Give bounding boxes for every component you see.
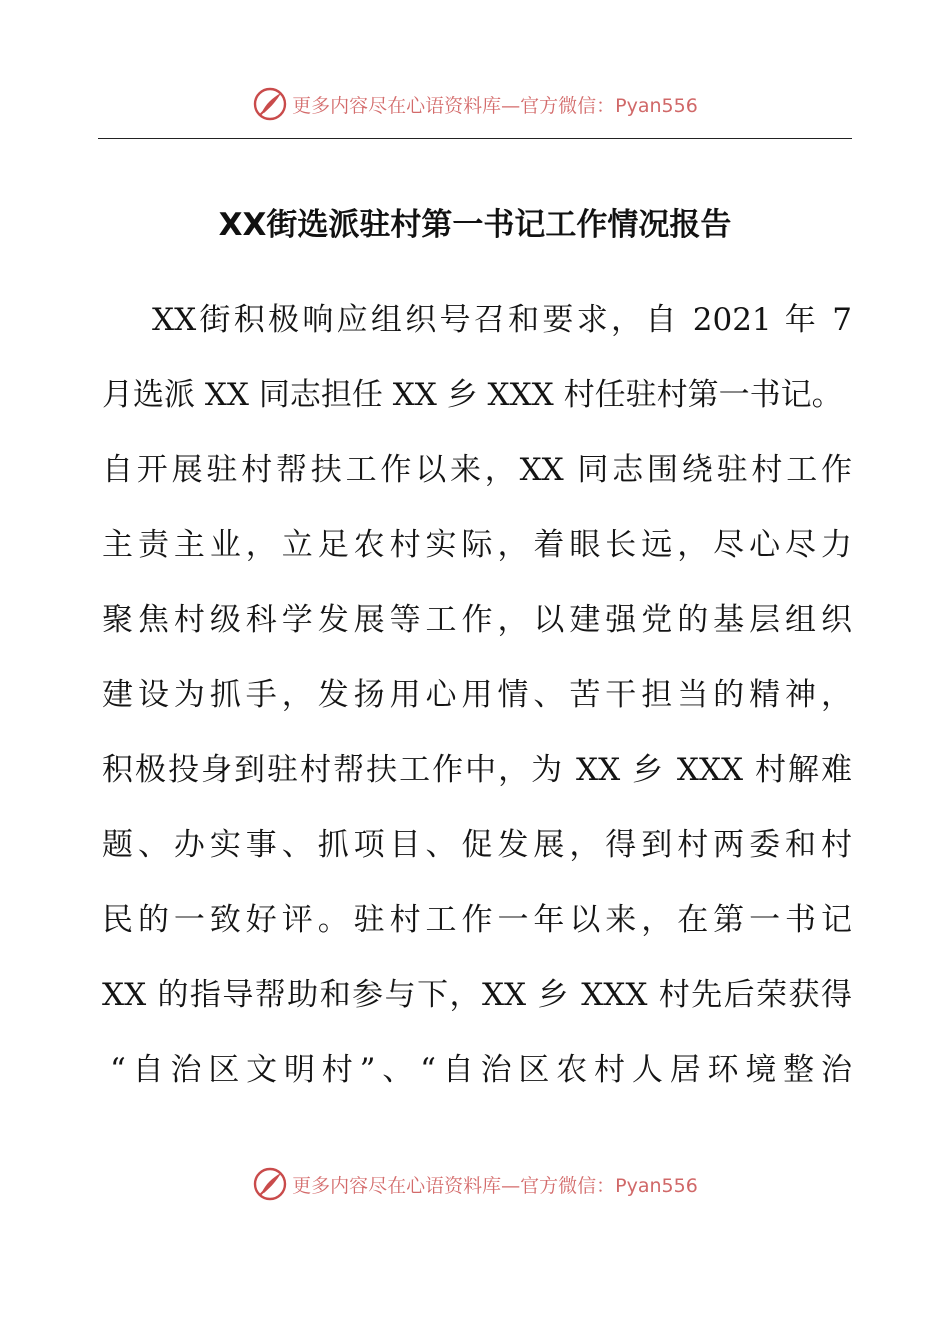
watermark-handle: Pyan556 [615, 94, 698, 117]
body-line: XX 的指导帮助和参与下，XX 乡 XXX 村先后荣获得 [102, 977, 852, 1013]
body-line: 聚焦村级科学发展等工作，以建强党的基层组织 [102, 602, 852, 638]
header-divider [98, 138, 852, 139]
document-title: XX街选派驻村第一书记工作情况报告 [218, 207, 732, 243]
quill-logo-icon [252, 86, 288, 122]
footer-watermark [0, 1162, 950, 1206]
watermark-handle: Pyan556 [615, 1174, 698, 1197]
body-line: 民的一致好评。驻村工作一年以来，在第一书记 [102, 902, 852, 938]
body-line: 积极投身到驻村帮扶工作中，为 XX 乡 XXX 村解难 [102, 752, 852, 788]
header-watermark [0, 82, 950, 126]
body-line: “自治区文明村”、“自治区农村人居环境整治 [110, 1052, 852, 1088]
body-line: XX街积极响应组织号召和要求，自 2021 年 7 [152, 302, 852, 338]
watermark-text: 更多内容尽在心语资料库—官方微信：Pyan556 [292, 94, 698, 117]
body-line: 主责主业，立足农村实际，着眼长远，尽心尽力 [102, 527, 852, 563]
body-line: 月选派 XX 同志担任 XX 乡 XXX 村任驻村第一书记。 [102, 377, 843, 413]
body-line: 题、办实事、抓项目、促发展，得到村两委和村 [102, 827, 852, 863]
body-line: 自开展驻村帮扶工作以来，XX 同志围绕驻村工作 [102, 452, 852, 488]
document-body [102, 286, 852, 1111]
quill-logo-icon [252, 1166, 288, 1202]
body-line: 建设为抓手，发扬用心用情、苦干担当的精神， [102, 677, 852, 713]
watermark-text: 更多内容尽在心语资料库—官方微信：Pyan556 [292, 1174, 698, 1197]
